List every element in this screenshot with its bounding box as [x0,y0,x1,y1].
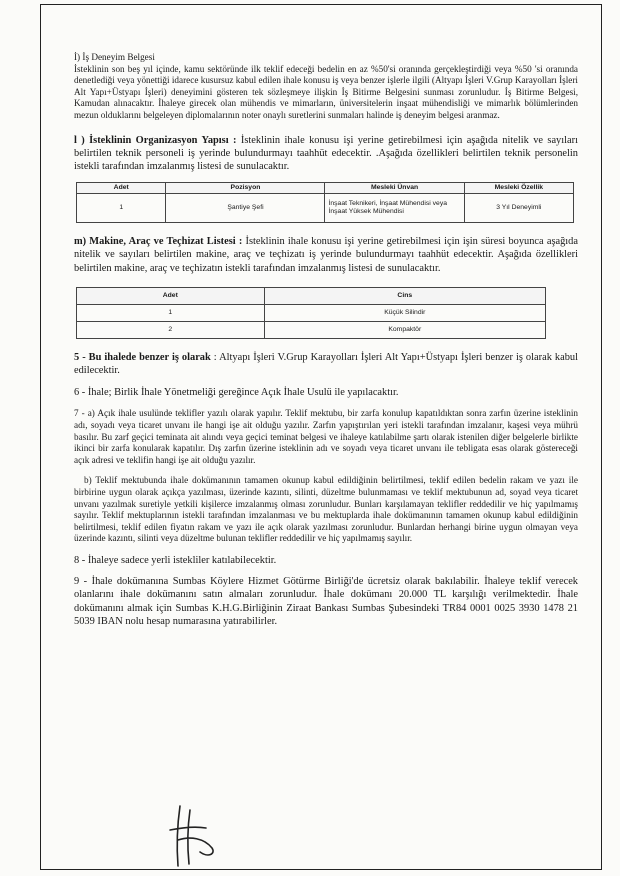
table-cell: Şantiye Şefi [166,194,325,223]
item-8: 8 - İhaleye sadece yerli istekliler katılabilecektir. [74,554,277,566]
table-cell: Küçük Silindir [264,304,545,321]
table-cell: 3 Yıl Deneyimli [464,194,573,223]
document-body [74,52,578,628]
table-header-cell: Pozisyon [166,183,325,194]
item-7b: b) Teklif mektubunda ihale dokümanının tamamen okunup kabul edildiğinin belirtilmesi, teklif edilen bedelin rakam ve yazı ile birbirine uygun olarak açıkça yazılması, üzerinde kazıntı, silinti, düzeltme bulunmaması ve teklif mektubunun ad, soyad veya ticaret unvanı yazılmak suretiyle yetkili kişilerce imzalanmış olması zorunludur. Bunları karşılamayan teklifler reddedilir ve hiç yapılmamış sayılır. Teklif mektuplarının istekli tarafından imzalanması ve bu mektuplarda ihale dokümanının tamamen okunup kabul edildiğinin belirtilmesi, teklif edilen fiyatın rakam ve yazı ile açık olarak yazılması zorunludur. Bunlardan herhangi birine uygun olmayan veya üzerinde kazıntı, silinti veya düzeltme bulunan teklifler reddedilir ve hiç yapılmamış sayılır. [74,475,578,544]
table-cell: İnşaat Teknikeri, İnşaat Mühendisi veya İnşaat Yüksek Mühendisi [325,194,464,223]
item-5-lead: 5 - Bu ihalede benzer iş olarak [74,351,211,363]
handwritten-signature [160,800,230,870]
table-header-cell: Mesleki Ünvan [325,183,464,194]
table-cell: 2 [77,321,265,338]
machinery-table [76,287,546,339]
table-cell: 1 [77,304,265,321]
item-7a: 7 - a) Açık ihale usulünde teklifler yazılı olarak yapılır. Teklif mektubu, bir zarfa konulup kapatıldıktan sonra zarfın üzerine isteklinin adı, soyadı veya ticaret unvanı ile hangi işe ait olduğu yazılır. Zarfın yapıştırılan yeri istekli tarafından imzalanır, kaşesi veya mührü basılır. Bu zarf geçici teminata ait alındı veya geçici teminat belgesi ve ihaleye katılabilme şartı olarak istenilen diğer belgelerle birlikte ikinci bir zarfa konularak kapatılır. Dış zarfın üzerine isteklinin adı ve soyadı veya ticaret unvanı ile tebligata esas olarak göstereceği açık adresi ve teklifin hangi işe ait olduğu yazılır. [74,408,578,465]
item-5 [74,351,578,377]
item-5-body: : Altyapı İşleri V.Grup Karayolları İşleri Alt Yapı+Üstyapı İşleri benzer iş olarak kabul edilecektir. [74,351,578,376]
personnel-table [76,182,574,223]
table-cell: Kompaktör [264,321,545,338]
table-header-cell: Adet [77,183,166,194]
section-machinery [74,235,578,339]
table-row [77,304,546,321]
table-row [77,194,574,223]
table-header-cell: Cins [264,287,545,304]
section-organization [74,134,578,224]
section-machinery-title: m) Makine, Araç ve Teçhizat Listesi : [74,236,243,248]
section-work-experience [74,52,578,122]
section-machinery-body: İsteklinin ihale konusu işi yerine getirebilmesi için işin süresi boyunca aşağıda nitelik ve sayıları belirtilen makine, araç ve teçhizatı iş yerinde bulundurmayı taahhüt edecektir. Aşağıda özellikleri belirtilen makine, araç ve teçhizatın istekli tarafından imzalanmış listesi de sunulacaktır. [74,236,578,274]
table-header-cell: Mesleki Özellik [464,183,573,194]
table-row [77,321,546,338]
table-header-row [77,287,546,304]
section-organization-body: İsteklinin ihale konusu işi yerine getirebilmesi için aşağıda nitelik ve sayıları belirtilen teknik personeli iş yerinde bulundurmayı taahhüt edecektir. .Aşağıda özellikleri belirtilen teknik personelin istekli tarafından imzalanmış listesi de sunulacaktır. [74,134,578,172]
item-6: 6 - İhale; Birlik İhale Yönetmeliği gereğince Açık İhale Usulü ile yapılacaktır. [74,387,399,399]
section-organization-title: l ) İsteklinin Organizasyon Yapısı : [74,134,237,146]
section-work-experience-title: İ) İş Deneyim Belgesi [74,52,155,62]
table-header-cell: Adet [77,287,265,304]
section-work-experience-body: İsteklinin son beş yıl içinde, kamu sektöründe ilk teklif edeceği bedelin en az %50'si oranında gerçekleştirdiği veya %50 'si oranında denetlediği veya yönettiği idarece kusursuz kabul edilen ihale konusu iş veya benzer işlerle ilgili (Altyapı İşleri V.Grup Karayolları İşleri Alt Yapı+Üstyapı İşleri) deneyimini gösteren tek sözleşmeye ilişkin İş Bitirme Belgesini sunması zorunludur. İş Bitirme Belgesi, Kamudan alınacaktır. İhaleye girecek olan mühendis ve mimarların, üniversitelerin inşaat mühendisliği ve mimarlık bölümlerinden mezun olduklarını belgeleyen diplomalarının noter onaylı suretlerini sunmaları halinde iş deneyim belgesi aranmaz. [74,63,578,120]
item-9: 9 - İhale dokümanına Sumbas Köylere Hizmet Götürme Birliği'de ücretsiz olarak bakılabilir. İhaleye teklif verecek olanlarını ihale dokümanını satın almaları zorunludur. İhale dokümanı 20.000 TL karşılığı verilmektedir. İhale dokümanını almak için Sumbas K.H.G.Birliğinin Ziraat Bankası Sumbas Şubesindeki TR84 0001 0025 3930 1478 21 5039 IBAN nolu hesap numarasına yatırabilirler. [74,576,578,627]
table-header-row [77,183,574,194]
table-cell: 1 [77,194,166,223]
